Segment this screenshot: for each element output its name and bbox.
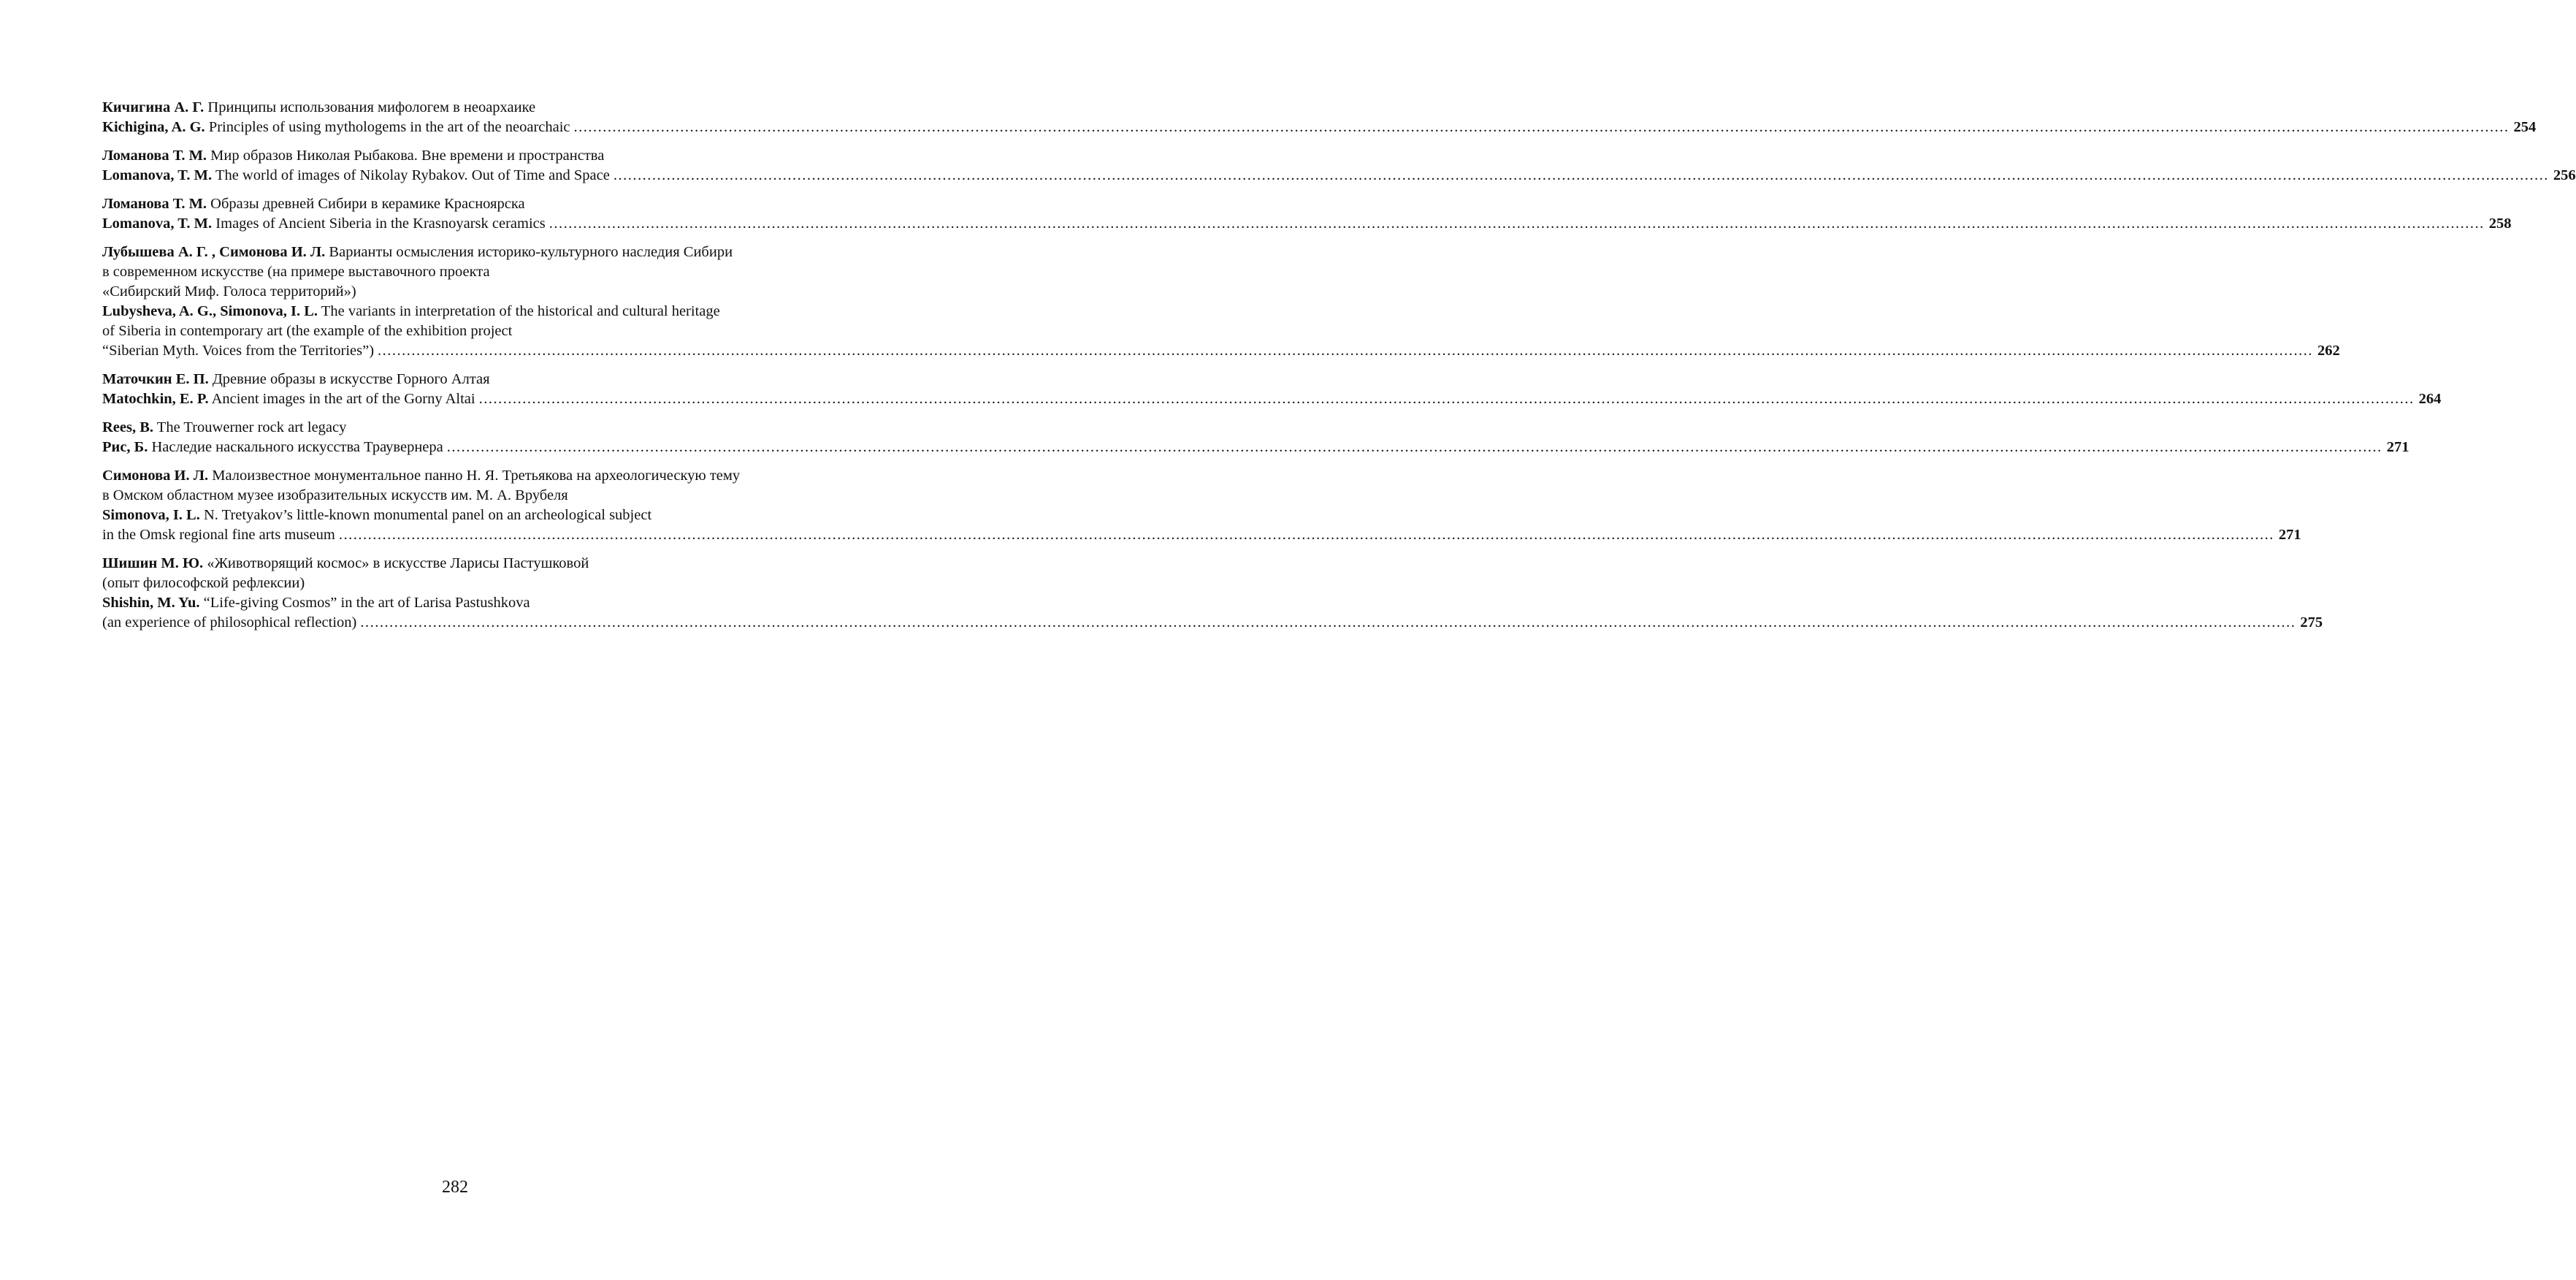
toc-title: Наследие наскального искусства Траувернера (151, 439, 443, 455)
toc-page-ref: 271 (2278, 527, 2301, 543)
toc-entry (102, 146, 2576, 186)
toc-line-text (102, 555, 589, 571)
toc-entry-line (102, 194, 808, 214)
toc-entry-line (102, 525, 2301, 545)
toc-entry-line (102, 118, 2537, 137)
toc-entry-line (102, 389, 2442, 409)
toc-title: “Life-giving Cosmos” in the art of Larisa Pastushkova (203, 595, 530, 611)
toc-author: Kichigina, A. G. (102, 119, 205, 135)
toc-title: Images of Ancient Siberia in the Krasnoyarsk ceramics (215, 216, 546, 232)
dot-leader: ................................................................................................................................................................................................................................................................................................................................................................................................................ (613, 167, 2549, 183)
toc-entry-line (102, 370, 808, 389)
dot-leader: ................................................................................................................................................................................................................................................................................................................................................................................................................ (360, 614, 2296, 631)
toc-line-text (102, 389, 479, 409)
toc-line-text (102, 341, 378, 361)
toc-page-ref: 258 (2488, 216, 2512, 232)
toc-page-ref: 262 (2317, 343, 2340, 359)
toc-entry-line (102, 98, 808, 118)
dot-leader: ................................................................................................................................................................................................................................................................................................................................................................................................................ (446, 439, 2382, 455)
toc-line-text (102, 214, 549, 234)
toc-title: The variants in interpretation of the historical and cultural heritage (321, 303, 720, 319)
toc-entry (102, 243, 2340, 361)
toc-author: Рис, Б. (102, 439, 148, 455)
toc-line-text (102, 196, 525, 212)
toc-page-ref: 271 (2386, 439, 2409, 455)
dot-leader: ................................................................................................................................................................................................................................................................................................................................................................................................................ (573, 119, 2510, 135)
toc-title: (опыт философской рефлексии) (102, 575, 305, 591)
toc-title: Мир образов Николая Рыбакова. Вне времени и пространства (210, 148, 605, 164)
toc-line-text (102, 148, 604, 164)
toc-title: “Siberian Myth. Voices from the Territories”) (102, 343, 375, 359)
toc-entry (102, 418, 2409, 457)
toc-entry-line (102, 613, 2323, 633)
toc-author: Шишин М. Ю. (102, 555, 204, 571)
toc-title: Ancient images in the art of the Gorny Altai (211, 391, 475, 407)
toc-entry-line (102, 243, 808, 262)
toc-line-text (102, 303, 720, 319)
toc-line-text (102, 468, 740, 484)
toc-line-text (102, 575, 305, 591)
toc-entry-line (102, 262, 808, 282)
dot-leader: ................................................................................................................................................................................................................................................................................................................................................................................................................ (338, 527, 2274, 543)
toc-author: Rees, B. (102, 419, 154, 435)
toc-entry (102, 370, 2442, 409)
dot-leader: ................................................................................................................................................................................................................................................................................................................................................................................................................ (378, 343, 2314, 359)
toc-entry-line (102, 593, 808, 613)
toc-author: Кичигина А. Г. (102, 99, 205, 115)
toc-line-text (102, 283, 356, 300)
toc-author: Shishin, M. Yu. (102, 595, 200, 611)
toc-author: Matochkin, E. P. (102, 391, 209, 407)
toc-author: Lomanova, T. M. (102, 167, 213, 183)
toc-title: в Омском областном музее изобразительных искусств им. М. А. Врубеля (102, 487, 568, 503)
toc-entry-line (102, 466, 808, 486)
toc-line-text (102, 438, 447, 457)
toc-title: The Trouwerner rock art legacy (156, 419, 347, 435)
toc-entry-line (102, 506, 808, 525)
toc-entry (102, 98, 2537, 137)
toc-author: Лубышева А. Г. , Симонова И. Л. (102, 244, 326, 260)
toc-entry-line (102, 438, 2409, 457)
toc-entry-line (102, 146, 808, 166)
toc-line-text (102, 323, 512, 339)
toc-entry-line (102, 282, 808, 302)
toc-author: Lomanova, T. M. (102, 216, 213, 232)
toc-entry-line (102, 554, 808, 574)
toc-entry-line (102, 574, 808, 593)
toc-line-text (102, 118, 574, 137)
toc-line-text (102, 244, 733, 260)
toc-title: Principles of using mythologems in the art of the neoarchaic (208, 119, 570, 135)
toc-author: Симонова И. Л. (102, 468, 209, 484)
toc-line-text (102, 595, 530, 611)
toc-line-text (102, 371, 490, 387)
toc-title: N. Tretyakov’s little-known monumental panel on an archeological subject (203, 507, 652, 523)
toc-line-text (102, 525, 339, 545)
toc-entry-line (102, 302, 808, 321)
toc-line-text (102, 613, 360, 633)
toc-entry (102, 554, 2323, 633)
toc-title: Принципы использования мифологем в неоархаике (207, 99, 536, 115)
dot-leader: ................................................................................................................................................................................................................................................................................................................................................................................................................ (478, 391, 2415, 407)
toc-entry (102, 194, 2512, 234)
toc-title: (an experience of philosophical reflection) (102, 614, 357, 631)
toc-line-text (102, 507, 651, 523)
toc-entry-line (102, 418, 808, 438)
toc-title: Малоизвестное монументальное панно Н. Я. Третьякова на археологическую тему (212, 468, 741, 484)
page-number: 282 (442, 1178, 468, 1197)
toc-entry-line (102, 166, 2576, 186)
table-of-contents (102, 98, 2576, 641)
toc-entry-line (102, 341, 2340, 361)
toc-title: Образы древней Сибири в керамике Красноярска (210, 196, 525, 212)
toc-title: in the Omsk regional fine arts museum (102, 527, 335, 543)
toc-page-ref: 256 (2553, 167, 2576, 183)
toc-author: Маточкин Е. П. (102, 371, 209, 387)
toc-title: Древние образы в искусстве Горного Алтая (212, 371, 490, 387)
toc-author: Ломанова Т. М. (102, 148, 207, 164)
toc-line-text (102, 264, 490, 280)
toc-title: в современном искусстве (на примере выставочного проекта (102, 264, 490, 280)
toc-title: The world of images of Nikolay Rybakov. Out of Time and Space (215, 167, 610, 183)
toc-author: Lubysheva, A. G., Simonova, I. L. (102, 303, 318, 319)
toc-title: of Siberia in contemporary art (the example of the exhibition project (102, 323, 513, 339)
toc-line-text (102, 487, 568, 503)
toc-author: Ломанова Т. М. (102, 196, 207, 212)
toc-entry-line (102, 321, 808, 341)
dot-leader: ................................................................................................................................................................................................................................................................................................................................................................................................................ (549, 216, 2485, 232)
toc-page-ref: 254 (2513, 119, 2537, 135)
toc-line-text (102, 419, 346, 435)
toc-page-ref: 275 (2300, 614, 2323, 631)
toc-entry-line (102, 214, 2512, 234)
toc-title: Варианты осмысления историко-культурного наследия Сибири (329, 244, 733, 260)
toc-entry-line (102, 486, 808, 506)
toc-title: «Сибирский Миф. Голоса территорий») (102, 283, 356, 300)
toc-line-text (102, 166, 614, 186)
toc-line-text (102, 99, 535, 115)
toc-title: «Животворящий космос» в искусстве Ларисы Пастушковой (207, 555, 589, 571)
toc-page-ref: 264 (2418, 391, 2442, 407)
toc-author: Simonova, I. L. (102, 507, 200, 523)
toc-entry (102, 466, 2301, 545)
